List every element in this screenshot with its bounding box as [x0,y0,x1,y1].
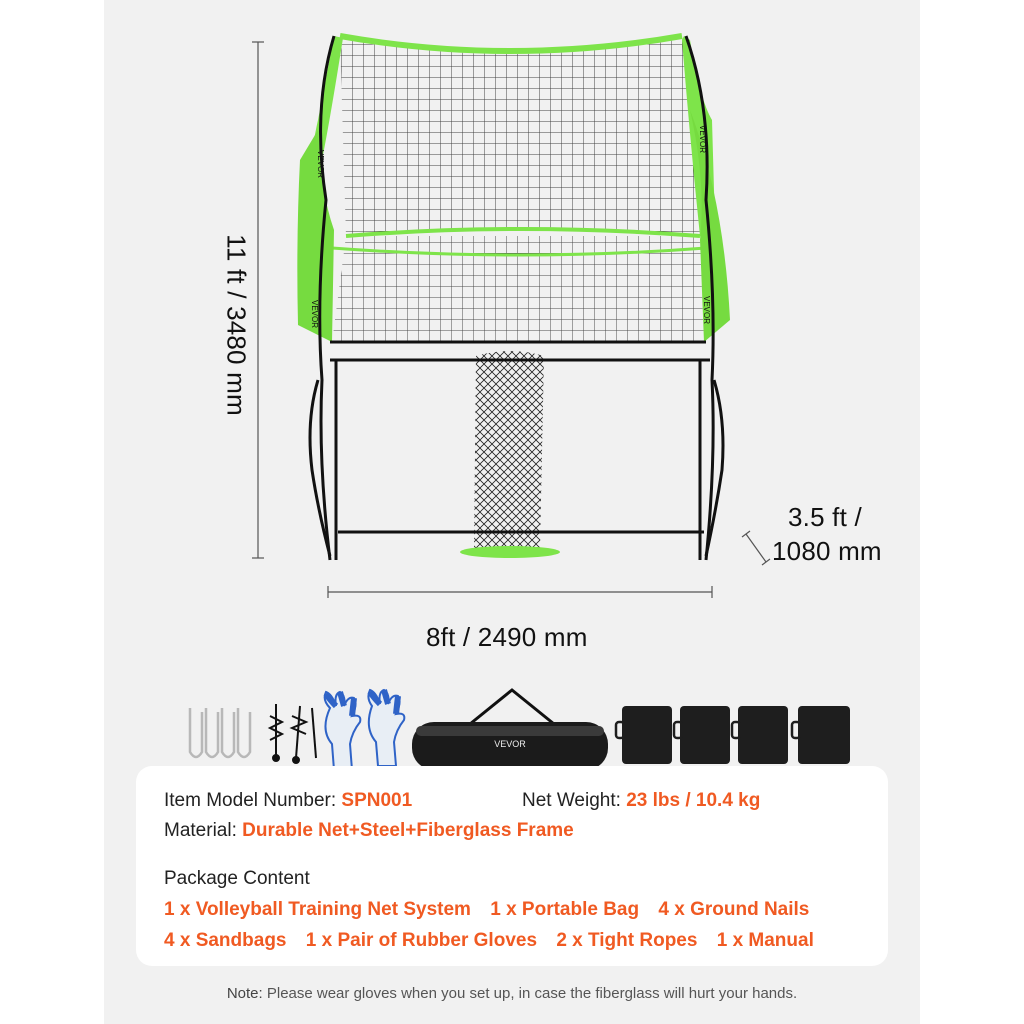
note-text: Please wear gloves when you set up, in case the fiberglass will hurt your hands. [262,985,798,1002]
package-item: 4 x Sandbags [164,930,287,951]
rubber-gloves-icon [325,690,405,770]
package-item: 2 x Tight Ropes [556,930,698,951]
spec-card [136,766,888,966]
sandbags-icon [616,706,850,764]
model-number-value: SPN001 [341,790,413,811]
material-label: Material: [164,820,237,841]
note-prefix: Note: [226,985,263,1002]
frame-brand-label-left: VEVOR [316,150,325,179]
width-dimension-label: 8ft / 2490 mm [426,622,588,652]
net-weight-value: 23 lbs / 10.4 kg [626,790,761,811]
package-item: 1 x Portable Bag [490,899,640,920]
bag-brand-label: VEVOR [494,739,526,749]
portable-bag-icon [412,690,608,770]
net-weight-row [522,790,760,812]
depth-dimension-line1: 3.5 ft / [788,502,862,532]
package-content-line-2 [164,930,828,952]
depth-dimension-line2: 1080 mm [772,536,882,566]
model-number-row [164,790,412,812]
material-row [164,820,574,842]
package-item: 4 x Ground Nails [658,899,810,920]
frame-brand-label-right-lower: VEVOR [702,296,711,325]
frame-brand-label-left-lower: VEVOR [310,300,319,329]
tight-ropes-icon [270,704,316,763]
package-item: 1 x Volleyball Training Net System [164,899,471,920]
height-dimension-label: 11 ft / 3480 mm [221,234,252,416]
net-weight-label: Net Weight: [522,790,621,811]
model-number-label: Item Model Number: [164,790,337,811]
package-content-line-1 [164,899,823,921]
frame-brand-label-right: VEVOR [698,125,707,154]
material-value: Durable Net+Steel+Fiberglass Frame [242,820,574,841]
safety-note [0,985,1024,1002]
package-item: 1 x Pair of Rubber Gloves [305,930,538,951]
ground-nails-icon [190,708,250,757]
package-content-title: Package Content [164,868,310,889]
package-item: 1 x Manual [716,930,814,951]
